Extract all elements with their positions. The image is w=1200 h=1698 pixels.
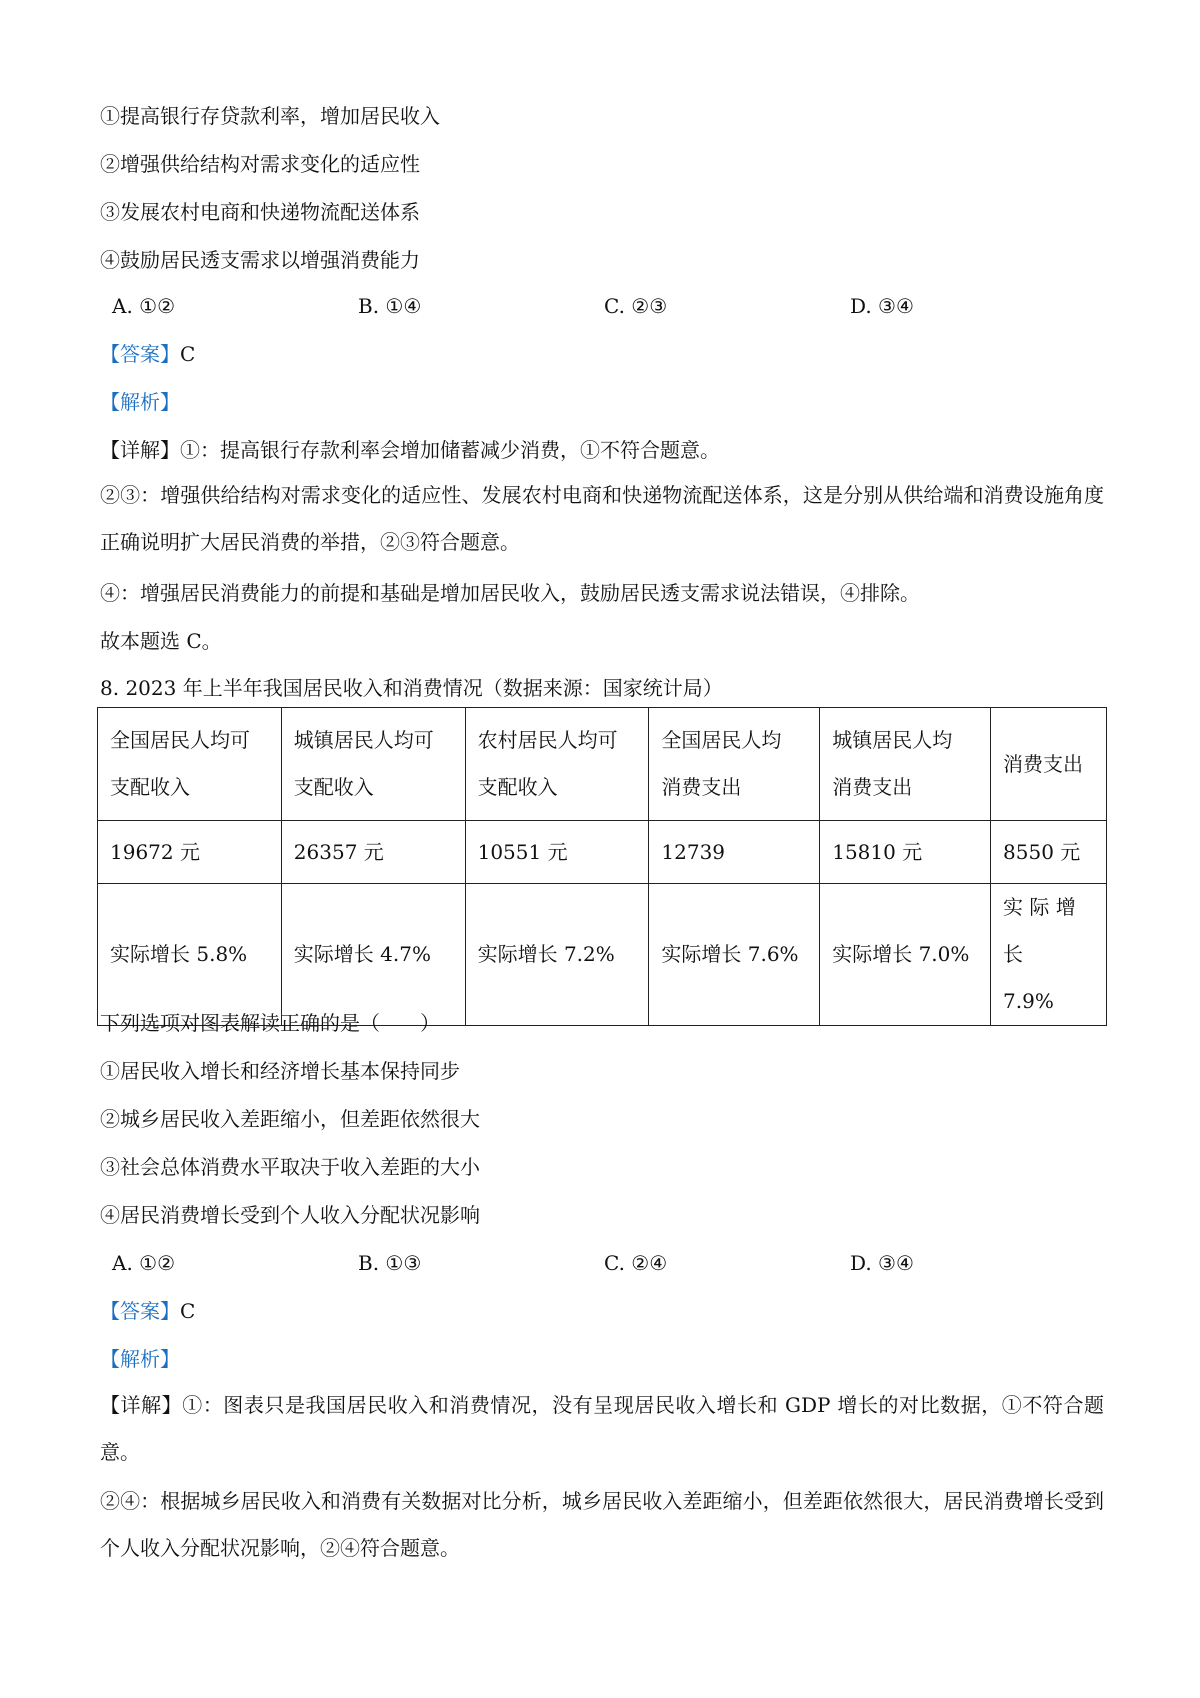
answer-value: C bbox=[180, 1299, 196, 1323]
q8-detail-1: 【详解】①：图表只是我国居民收入和消费情况，没有呈现居民收入增长和 GDP 增长的对比数据，①不符合题意。 bbox=[100, 1393, 1104, 1464]
q7-detail-2: ②③：增强供给结构对需求变化的适应性、发展农村电商和快递物流配送体系，这是分别从供给端和消费设施角度正确说明扩大居民消费的举措，②③符合题意。 bbox=[100, 483, 1104, 554]
table-header-row bbox=[98, 708, 1107, 821]
q8-item-4: ④居民消费增长受到个人收入分配状况影响 bbox=[100, 1203, 480, 1227]
table-cell: 实际增长 4.7% bbox=[281, 884, 465, 1026]
table-cell: 实际增长 5.8% bbox=[98, 884, 282, 1026]
answer-tag: 【答案】 bbox=[100, 342, 180, 366]
q7-option-d: D. ③④ bbox=[850, 294, 914, 318]
table-row-values bbox=[98, 821, 1107, 884]
q8-question: 下列选项对图表解读正确的是（ ） bbox=[100, 1011, 440, 1035]
q8-option-a: A. ①② bbox=[112, 1251, 176, 1275]
table-cell: 26357 元 bbox=[281, 821, 465, 884]
table-cell: 15810 元 bbox=[820, 821, 991, 884]
table-header-cell: 全国居民人均 消费支出 bbox=[649, 708, 820, 821]
table-cell: 12739 bbox=[649, 821, 820, 884]
q7-option-a: A. ①② bbox=[112, 294, 176, 318]
q7-detail-3: ④：增强居民消费能力的前提和基础是增加居民收入，鼓励居民透支需求说法错误，④排除。 bbox=[100, 581, 920, 605]
income-consumption-table bbox=[97, 707, 1107, 1026]
q8-item-3: ③社会总体消费水平取决于收入差距的大小 bbox=[100, 1155, 480, 1179]
q7-item-2: ②增强供给结构对需求变化的适应性 bbox=[100, 152, 420, 176]
table-cell: 实际增长 7.6% bbox=[649, 884, 820, 1026]
q8-option-d: D. ③④ bbox=[850, 1251, 914, 1275]
table-cell: 实 际 增 长 7.9% bbox=[991, 884, 1107, 1026]
q8-detail-2: ②④：根据城乡居民收入和消费有关数据对比分析，城乡居民收入差距缩小，但差距依然很大，居民消费增长受到个人收入分配状况影响，②④符合题意。 bbox=[100, 1489, 1104, 1560]
table-header-cell: 城镇居民人均可 支配收入 bbox=[281, 708, 465, 821]
q7-analysis-tag: 【解析】 bbox=[100, 390, 180, 414]
table-cell: 实际增长 7.2% bbox=[465, 884, 649, 1026]
q7-item-3: ③发展农村电商和快递物流配送体系 bbox=[100, 200, 420, 224]
q8-item-1: ①居民收入增长和经济增长基本保持同步 bbox=[100, 1059, 460, 1083]
answer-value: C bbox=[180, 342, 196, 366]
q7-detail-4: 故本题选 C。 bbox=[100, 629, 222, 653]
q8-analysis-tag: 【解析】 bbox=[100, 1347, 180, 1371]
table-row-growth bbox=[98, 884, 1107, 1026]
table-cell: 8550 元 bbox=[991, 821, 1107, 884]
table-header-cell: 城镇居民人均 消费支出 bbox=[820, 708, 991, 821]
q7-item-4: ④鼓励居民透支需求以增强消费能力 bbox=[100, 248, 420, 272]
table-cell: 19672 元 bbox=[98, 821, 282, 884]
q7-option-c: C. ②③ bbox=[604, 294, 668, 318]
table-header-cell: 消费支出 bbox=[991, 708, 1107, 821]
table-header-cell: 全国居民人均可 支配收入 bbox=[98, 708, 282, 821]
table-header-cell: 农村居民人均可 支配收入 bbox=[465, 708, 649, 821]
q8-option-b: B. ①③ bbox=[358, 1251, 422, 1275]
q8-item-2: ②城乡居民收入差距缩小，但差距依然很大 bbox=[100, 1107, 480, 1131]
q7-options bbox=[100, 292, 960, 320]
q8-title: 8. 2023 年上半年我国居民收入和消费情况（数据来源：国家统计局） bbox=[100, 676, 723, 700]
answer-tag: 【答案】 bbox=[100, 1299, 180, 1323]
q7-option-b: B. ①④ bbox=[358, 294, 422, 318]
q7-answer bbox=[100, 340, 195, 368]
q7-item-1: ①提高银行存贷款利率，增加居民收入 bbox=[100, 104, 440, 128]
table-cell: 10551 元 bbox=[465, 821, 649, 884]
q8-options bbox=[100, 1249, 960, 1277]
q8-option-c: C. ②④ bbox=[604, 1251, 668, 1275]
q7-detail-1: 【详解】①：提高银行存款利率会增加储蓄减少消费，①不符合题意。 bbox=[100, 438, 720, 462]
table-cell: 实际增长 7.0% bbox=[820, 884, 991, 1026]
q8-answer bbox=[100, 1297, 195, 1325]
